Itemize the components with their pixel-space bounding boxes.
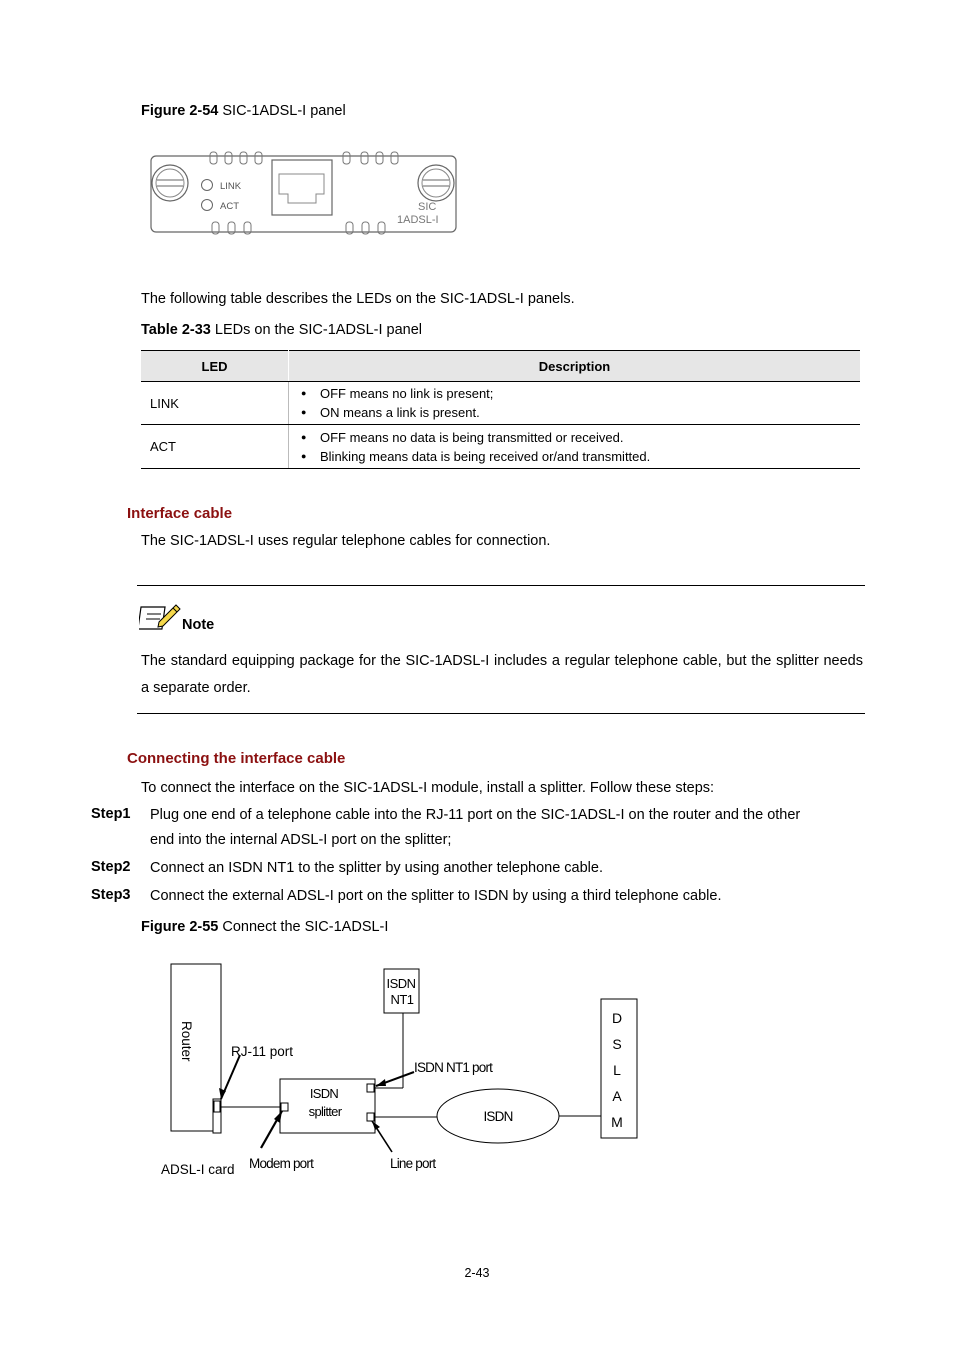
figure-54-title: SIC-1ADSL-I panel — [222, 103, 346, 119]
panel-model: 1ADSL-I — [397, 214, 439, 226]
led-name-cell: LINK — [141, 382, 289, 425]
modem-port — [281, 1103, 288, 1111]
table-label: Table 2-33 — [141, 322, 211, 338]
table-caption — [141, 322, 422, 338]
note-bottom-rule — [137, 713, 865, 714]
table-row — [141, 425, 860, 469]
isdn-nt1-port — [367, 1084, 374, 1092]
isdn-nt1-port-label: ISDN NT1 port — [414, 1060, 493, 1075]
dslam-letter: D — [611, 1010, 623, 1026]
splitter-line2: splitter — [308, 1104, 342, 1119]
description-bullet: ● ON means a link is present. — [301, 403, 860, 422]
rj11-port — [214, 1101, 220, 1112]
step1-line1: Plug one end of a telephone cable into the RJ-11 port on the SIC-1ADSL-I on the router and the other — [150, 807, 801, 823]
header-description: Description — [289, 351, 861, 382]
rj11-port-label: RJ-11 port — [231, 1044, 294, 1059]
figure-54-label: Figure 2-54 — [141, 103, 219, 119]
panel-brand: SIC — [418, 201, 437, 213]
description-bullet: ● Blinking means data is being received or/and transmitted. — [301, 447, 860, 466]
table-row — [141, 382, 860, 425]
connecting-heading: Connecting the interface cable — [127, 750, 346, 767]
splitter-line1: ISDN — [309, 1086, 339, 1101]
note-pencil-icon — [139, 600, 183, 634]
interface-cable-heading: Interface cable — [127, 505, 233, 522]
panel-act-label: ACT — [220, 201, 239, 212]
figure-54-caption — [141, 103, 346, 119]
step1-label: Step1 — [91, 806, 131, 822]
interface-cable-text: The SIC-1ADSL-I uses regular telephone cables for connection. — [141, 533, 551, 549]
modem-port-label: Modem port — [249, 1156, 314, 1171]
description-bullet: ● OFF means no data is being transmitted or received. — [301, 428, 860, 447]
led-description-cell — [289, 382, 861, 425]
connecting-intro: To connect the interface on the SIC-1ADSL-I module, install a splitter. Follow these steps: — [141, 780, 715, 796]
dslam-letter: L — [613, 1062, 621, 1078]
rj11-port-icon — [272, 160, 332, 215]
adsl-card-label: ADSL-I card — [161, 1162, 235, 1177]
figure-55-label: Figure 2-55 — [141, 919, 219, 935]
table-header-row — [141, 351, 860, 382]
isdn-nt1-line1: ISDN — [386, 976, 416, 991]
panel-link-label: LINK — [220, 181, 242, 192]
link-led-icon — [202, 180, 213, 191]
note-text: The standard equipping package for the SIC-1ADSL-I includes a regular telephone cable, but the splitter needs a separate order. — [141, 653, 863, 696]
line-port-label: Line port — [390, 1156, 436, 1171]
step3-text: Connect the external ADSL-I port on the splitter to ISDN by using a third telephone cable. — [150, 888, 722, 904]
dslam-letter: M — [611, 1114, 623, 1130]
figure-55-title: Connect the SIC-1ADSL-I — [222, 919, 389, 935]
act-led-icon — [202, 200, 213, 211]
led-description-cell — [289, 425, 861, 469]
table-title: LEDs on the SIC-1ADSL-I panel — [214, 322, 423, 338]
figure-55-caption — [141, 919, 388, 935]
step2-text: Connect an ISDN NT1 to the splitter by using another telephone cable. — [150, 860, 603, 876]
isdn-cloud-label: ISDN — [483, 1109, 513, 1124]
step2-label: Step2 — [91, 859, 131, 875]
connection-diagram — [150, 955, 650, 1190]
led-name-cell: ACT — [141, 425, 289, 469]
note-title: Note — [182, 617, 215, 633]
note-top-rule — [137, 585, 865, 586]
sic-panel-drawing — [146, 150, 462, 240]
step1-line2: end into the internal ADSL-I port on the splitter; — [150, 832, 452, 848]
right-screw-icon — [418, 165, 454, 201]
page-number: 2-43 — [464, 1266, 490, 1280]
dslam-letter: A — [612, 1088, 622, 1104]
description-bullet: ● OFF means no link is present; — [301, 384, 860, 403]
step1-text — [150, 803, 800, 853]
line-port — [367, 1113, 374, 1121]
router-label: Router — [179, 1021, 194, 1062]
dslam-letter: S — [612, 1036, 622, 1052]
left-screw-icon — [152, 165, 188, 201]
step3-label: Step3 — [91, 887, 131, 903]
header-led: LED — [141, 351, 289, 382]
led-table — [141, 350, 860, 469]
intro-paragraph: The following table describes the LEDs on the SIC-1ADSL-I panels. — [141, 291, 575, 307]
isdn-nt1-line2: NT1 — [390, 992, 414, 1007]
